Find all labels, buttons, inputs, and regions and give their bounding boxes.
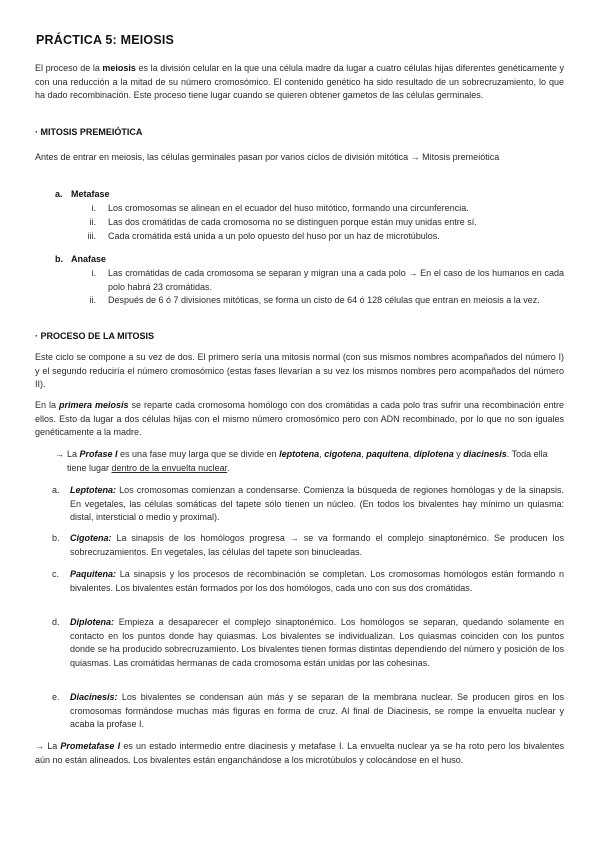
cycle-paragraph: Este ciclo se compone a su vez de dos. El primero sería una mitosis normal (con sus mismos nombres acompañados del número I) y el segundo reduciría el número cromosómico (estas fases llevarían a su vez los mismos nombres pero acompañados del número II). [35,352,564,390]
leptotena-term: leptotena [279,449,320,459]
item-text: Las dos cromátidas de cada cromosoma no se distinguen porque están muy unidas entre sí. [108,217,477,227]
stage-text: La sinapsis y los procesos de recombinación se completan. Los cromosomas homólogos están formando n bivalentes. Los bivalentes están formados por los dos homólogos, cada uno con sus dos cromátidas. [70,569,564,593]
separator: , [408,449,414,459]
cigotena-term: cigotena [324,449,362,459]
item-number: i. [91,203,96,213]
intro-paragraph [35,62,564,103]
stage-text: Empieza a desaparecer el complejo sinaptonémico. Los homólogos se separan, quedando solamente en contacto en los puntos donde hay quiasmas. Los bivalentes se individualizan. Los quiasmas coinciden con los puntos donde se ha producido sobrecruzamiento. Los bivalentes tienen formas distintas dependiendo del número y posición de los quiasmas. Las cromátidas hermanas de cada cromosoma están unidas por las cohesinas. [70,617,564,668]
profase-text-3: . Toda ella tiene lugar [67,449,548,473]
profase-text-2: es una fase muy larga que se divide en [117,449,280,459]
list-item [82,216,564,230]
stage-name: Cigotena: [70,533,112,543]
profase-term: Profase I [79,449,118,459]
first-meiosis-paragraph [35,399,564,440]
stage-name: Diplotena: [70,617,114,627]
premeiotic-intro-paragraph: Antes de entrar en meiosis, las células germinales pasan por varios ciclos de división mitótica → Mitosis premeiótica [35,152,500,162]
metafase-title: Metafase [71,189,110,199]
underlined-envuelta-nuclear: dentro de la envuelta nuclear [111,462,228,473]
stage-label: d. [52,617,60,627]
stage-label: e. [52,692,60,702]
primera-meiosis-term: primera meiosis [58,400,129,410]
profase-text-1: La [67,449,80,459]
metafase-label: a. [55,189,63,199]
first-meiosis-text-2: se reparte cada cromosoma homólogo con dos cromátidas a cada polo tras sufrir una recombinación entre ellos. Esto da lugar a dos células hijas con el mismo número cromosómico pero con ADN recombinado, por lo que no son iguales genéticamente a la madre. [35,400,564,438]
separator: , [361,449,367,459]
stage-text: Los cromosomas comienzan a condensarse. Comienza la búsqueda de regiones homólogas y de la sinapsis. En vegetales, las células somáticas del tapete sólo tienen un núcleo. (En todos los bivalentes hay mínimo un quiasma: distal, intersticial o medio y proximal). [70,485,564,523]
intro-text-2: es la división celular en la que una célula madre da lugar a cuatro células hijas diferentes genéticamente y con una reducción a la mitad de su número cromosómico. El contenido genético ha sido resultado de un sobrecruzamiento, lo que ha dado recombinación. Este proceso tiene lugar cuando se quieren obtener gametos de las células germinales. [35,63,564,101]
stage-cigotena [52,532,564,559]
item-text: Los cromosomas se alinean en el ecuador del huso mitótico, formando una circunferencia. [108,203,469,213]
period: . [227,462,230,473]
stage-text: La sinapsis de los homólogos progresa → se va formando el complejo sinaptonémico. Se producen los sobrecruzamientos. En vegetales, las células del tapete son binucleadas. [70,533,564,557]
profase-paragraph [55,448,564,475]
paquitena-term: paquitena [366,449,409,459]
section-heading-mitosis-premeiotica: · MITOSIS PREMEIÓTICA [35,127,143,137]
item-number: ii. [89,295,96,305]
prometafase-term: Prometafase I [60,741,121,751]
diplotena-term: diplotena [413,449,454,459]
separator: y [453,449,464,459]
stage-name: Leptotena: [70,485,116,495]
list-item [82,294,564,308]
stage-text: Los bivalentes se condensan aún más y se separan de la membrana nuclear. Se producen giros en los cromosomas formándose muchas más figuras en forma de cruz. Al final de Diacinesis, se rompe la envuelta nuclear y acaba la profase I. [70,692,564,730]
arrow-icon: → [55,449,64,459]
list-item [82,230,564,244]
meiosis-term: meiosis [102,63,136,73]
metafase-heading [55,189,110,199]
stage-name: Paquitena: [70,569,117,579]
arrow-icon: → [35,741,44,751]
anafase-title: Anafase [71,254,107,264]
section-heading-proceso-mitosis: · PROCESO DE LA MITOSIS [35,331,155,341]
anafase-heading [55,254,106,264]
stage-label: b. [52,533,60,543]
item-text: Después de 6 ó 7 divisiones mitóticas, se forma un cisto de 64 ó 128 células que entran en meiosis a la vez. [108,295,540,305]
prometafase-paragraph [35,740,564,767]
stage-diacinesis [52,691,564,732]
item-text: Las cromátidas de cada cromosoma se separan y migran una a cada polo → En el caso de los humanos en cada polo habrá 23 cromátidas. [108,268,564,292]
stage-label: c. [52,569,60,579]
list-item [82,202,564,216]
stage-name: Diacinesis: [70,692,118,702]
item-number: ii. [89,217,96,227]
anafase-label: b. [55,254,63,264]
page-title: PRÁCTICA 5: MEIOSIS [36,33,175,47]
stage-label: a. [52,485,60,495]
prometafase-text-1: La [44,741,61,751]
stage-diplotena [52,616,564,670]
stage-leptotena [52,484,564,525]
list-item [82,267,564,294]
item-text: Cada cromátida está unida a un polo opuesto del huso por un haz de microtúbulos. [108,231,440,241]
first-meiosis-text-1: En la [35,400,59,410]
stage-paquitena [52,568,564,595]
diacinesis-term: diacinesis [463,449,507,459]
separator: , [319,449,325,459]
prometafase-text-2: es un estado intermedio entre diacinesis y metafase I. La envuelta nuclear ya se ha roto pero los bivalentes aún no están alineados. Los bivalentes están enganchándose a los microtúbulos y colocándose en el huso. [35,741,564,765]
item-number: i. [91,268,96,278]
intro-text-1: El proceso de la [35,63,103,73]
item-number: iii. [87,231,96,241]
